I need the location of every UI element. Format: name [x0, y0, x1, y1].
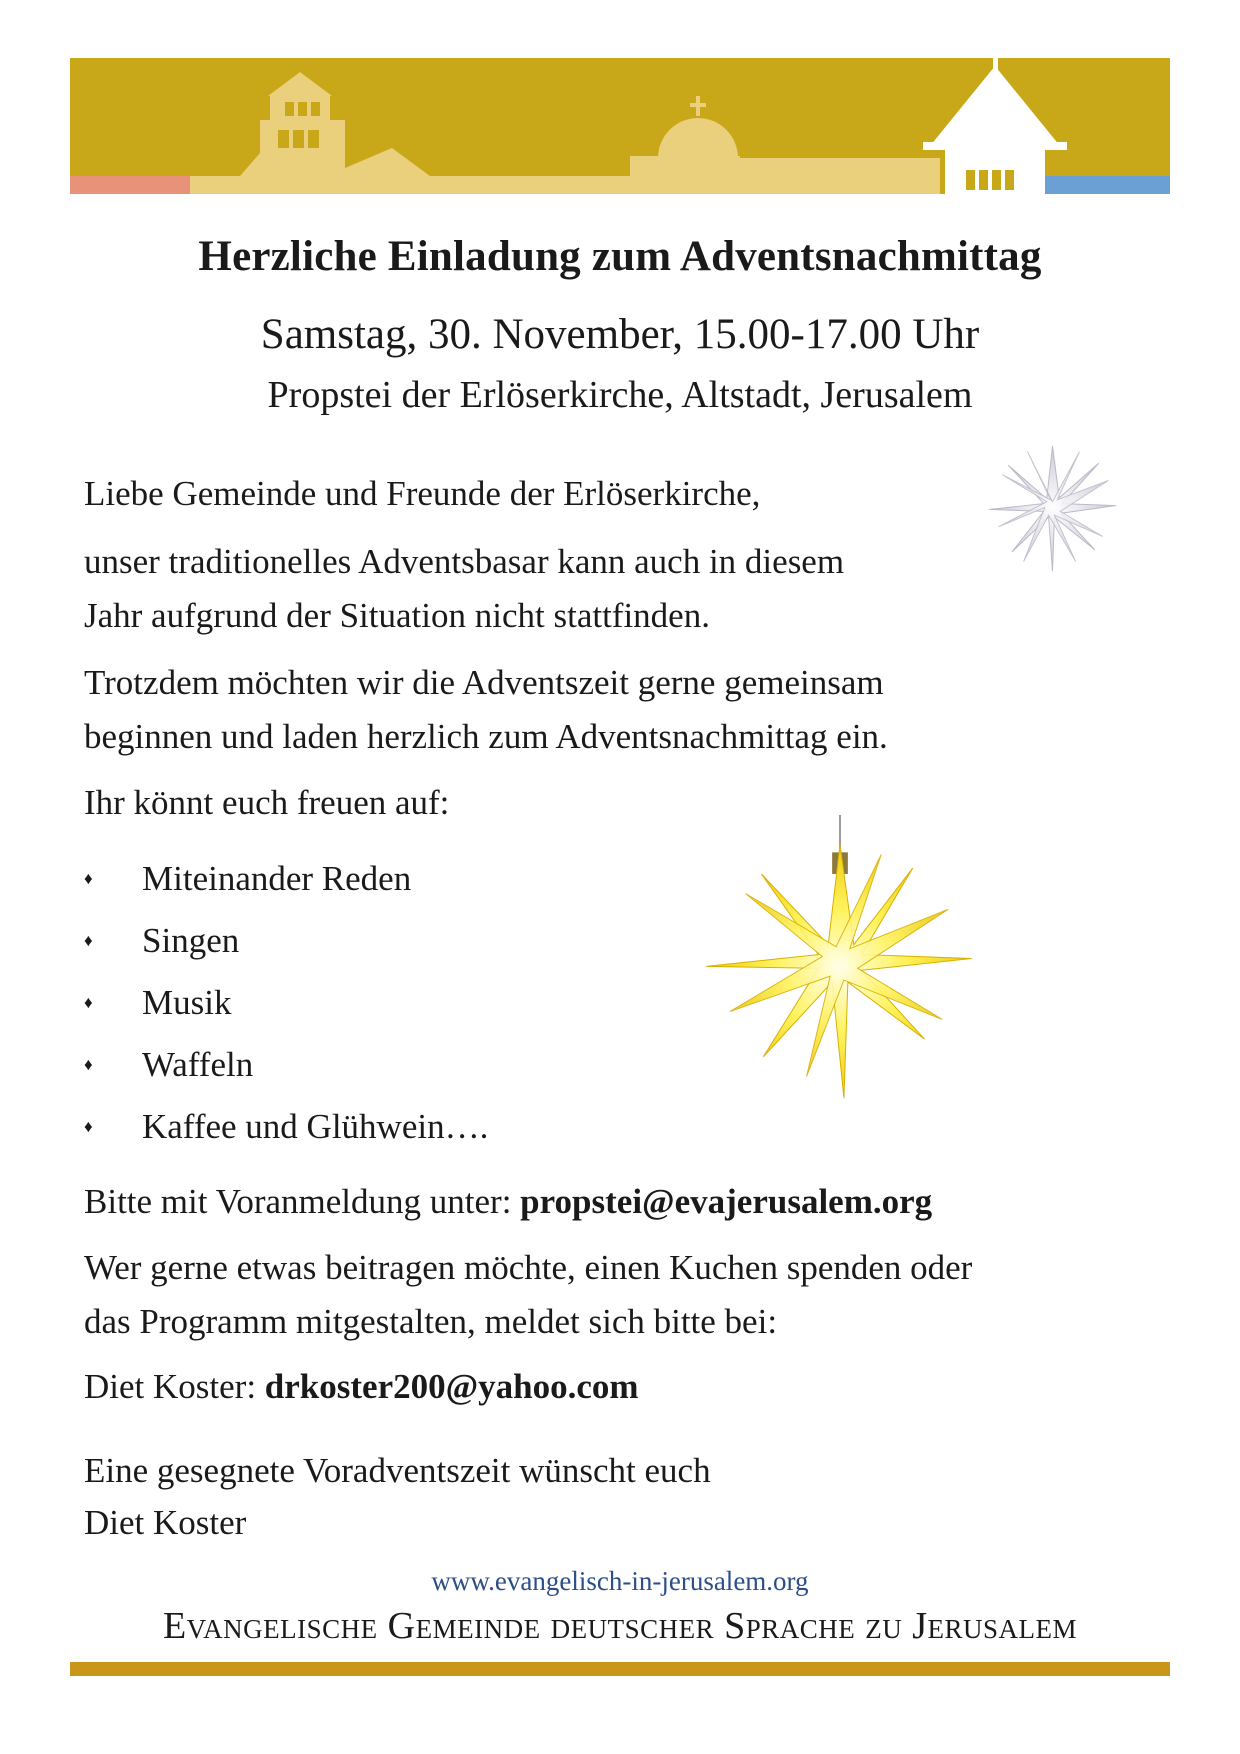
- signature: Diet Koster: [84, 1503, 247, 1542]
- bullet-diamond-icon: ♦: [84, 1117, 93, 1136]
- situation-text-line2: Jahr aufgrund der Situation nicht stattfinden.: [84, 596, 710, 635]
- contact-text: Diet Koster: drkoster200@yahoo.com: [84, 1367, 639, 1406]
- website-link[interactable]: www.evangelisch-in-jerusalem.org: [431, 1566, 809, 1596]
- list-intro: Ihr könnt euch freuen auf:: [84, 783, 450, 822]
- church-skyline-graphic: [70, 58, 1170, 194]
- event-location: Propstei der Erlöserkirche, Altstadt, Jerusalem: [267, 374, 973, 416]
- bullet-diamond-icon: ♦: [84, 993, 93, 1012]
- header-banner: [70, 58, 1170, 194]
- footer-divider: [70, 1662, 1170, 1676]
- invitation-text-line2: beginnen und laden herzlich zum Adventsnachmittag ein.: [84, 717, 888, 756]
- registration-email-link[interactable]: propstei@evajerusalem.org: [520, 1182, 933, 1221]
- white-star-icon: [985, 440, 1120, 575]
- yellow-star-icon: [700, 815, 980, 1100]
- invitation-text-line1: Trotzdem möchten wir die Adventszeit gerne gemeinsam: [84, 663, 884, 702]
- bullet-diamond-icon: ♦: [84, 869, 93, 888]
- bullet-diamond-icon: ♦: [84, 1055, 93, 1074]
- contact-email-link[interactable]: drkoster200@yahoo.com: [264, 1367, 639, 1406]
- organization-name: Evangelische Gemeinde deutscher Sprache zu Jerusalem: [162, 1605, 1078, 1647]
- bullet-diamond-icon: ♦: [84, 931, 93, 950]
- contribute-text-line2: das Programm mitgestalten, meldet sich bitte bei:: [84, 1302, 778, 1341]
- closing-text: Eine gesegnete Voradventszeit wünscht euch: [84, 1451, 711, 1490]
- event-date: Samstag, 30. November, 15.00-17.00 Uhr: [260, 311, 980, 358]
- registration-text: Bitte mit Voranmeldung unter: propstei@evajerusalem.org: [84, 1182, 933, 1221]
- situation-text-line1: unser traditionelles Adventsbasar kann auch in diesem: [84, 542, 845, 581]
- page-title: Herzliche Einladung zum Adventsnachmittag: [198, 233, 1042, 280]
- greeting-text: Liebe Gemeinde und Freunde der Erlöserkirche,: [84, 474, 761, 513]
- contribute-text-line1: Wer gerne etwas beitragen möchte, einen Kuchen spenden oder: [84, 1248, 973, 1287]
